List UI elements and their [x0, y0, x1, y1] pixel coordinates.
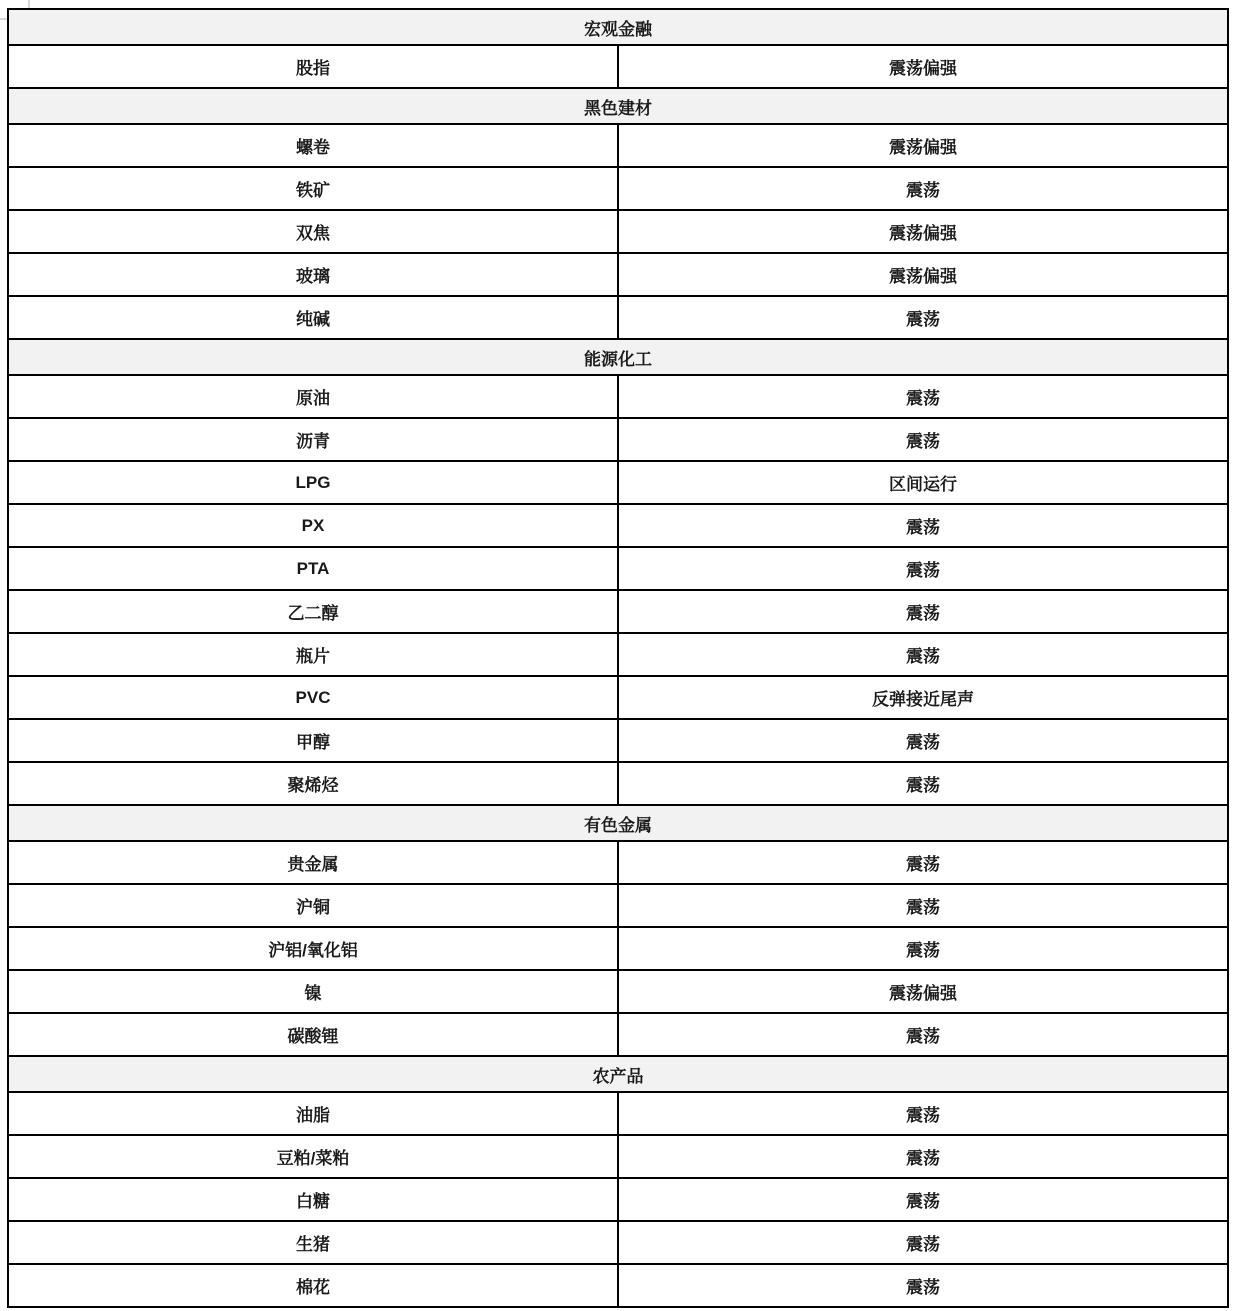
commodity-name-cell: 瓶片 [8, 633, 618, 676]
outlook-view-cell: 震荡 [618, 927, 1228, 970]
table-row [8, 927, 1228, 970]
outlook-view-cell: 震荡 [618, 296, 1228, 339]
commodity-name-cell: 白糖 [8, 1178, 618, 1221]
outlook-view-cell: 震荡 [618, 633, 1228, 676]
table-row [8, 253, 1228, 296]
table-row [8, 461, 1228, 504]
table-row [8, 970, 1228, 1013]
section-header-row [8, 9, 1228, 45]
outlook-view-cell: 震荡 [618, 167, 1228, 210]
table-row [8, 841, 1228, 884]
commodity-name-cell: 沪铝/氧化铝 [8, 927, 618, 970]
table-row [8, 167, 1228, 210]
section-title: 能源化工 [8, 339, 1228, 375]
outlook-view-cell: 震荡 [618, 418, 1228, 461]
commodity-name-cell: 铁矿 [8, 167, 618, 210]
commodity-name-cell: 贵金属 [8, 841, 618, 884]
commodity-name-cell: PX [8, 504, 618, 547]
commodity-name-cell: 纯碱 [8, 296, 618, 339]
outlook-view-cell: 震荡 [618, 1013, 1228, 1056]
table-row [8, 1135, 1228, 1178]
section-header-row [8, 1056, 1228, 1092]
outlook-view-cell: 震荡偏强 [618, 253, 1228, 296]
outlook-view-cell: 震荡 [618, 1178, 1228, 1221]
table-row [8, 504, 1228, 547]
commodity-name-cell: 甲醇 [8, 719, 618, 762]
commodity-name-cell: PTA [8, 547, 618, 590]
outlook-view-cell: 震荡 [618, 590, 1228, 633]
outlook-view-cell: 震荡偏强 [618, 124, 1228, 167]
table-row [8, 884, 1228, 927]
section-title: 宏观金融 [8, 9, 1228, 45]
outlook-view-cell: 震荡 [618, 504, 1228, 547]
outlook-view-cell: 区间运行 [618, 461, 1228, 504]
commodity-name-cell: 螺卷 [8, 124, 618, 167]
outlook-view-cell: 震荡 [618, 1092, 1228, 1135]
commodity-name-cell: 玻璃 [8, 253, 618, 296]
table-body [8, 9, 1228, 1307]
commodity-name-cell: 沪铜 [8, 884, 618, 927]
outlook-view-cell: 震荡 [618, 1221, 1228, 1264]
section-header-row [8, 805, 1228, 841]
table-row [8, 1178, 1228, 1221]
commodity-name-cell: 原油 [8, 375, 618, 418]
table-row [8, 296, 1228, 339]
table-row [8, 633, 1228, 676]
commodity-outlook-table [7, 8, 1229, 1308]
commodity-name-cell: 油脂 [8, 1092, 618, 1135]
outlook-view-cell: 震荡偏强 [618, 45, 1228, 88]
commodity-name-cell: 双焦 [8, 210, 618, 253]
table-row [8, 45, 1228, 88]
outlook-view-cell: 震荡偏强 [618, 970, 1228, 1013]
table-row [8, 1221, 1228, 1264]
outlook-view-cell: 震荡 [618, 841, 1228, 884]
section-header-row [8, 339, 1228, 375]
commodity-name-cell: 股指 [8, 45, 618, 88]
outlook-view-cell: 震荡 [618, 762, 1228, 805]
section-title: 黑色建材 [8, 88, 1228, 124]
outlook-view-cell: 震荡 [618, 1135, 1228, 1178]
outlook-view-cell: 震荡偏强 [618, 210, 1228, 253]
table-row [8, 1092, 1228, 1135]
outlook-view-cell: 震荡 [618, 375, 1228, 418]
commodity-name-cell: PVC [8, 676, 618, 719]
commodity-name-cell: 镍 [8, 970, 618, 1013]
table-row [8, 375, 1228, 418]
outlook-view-cell: 震荡 [618, 719, 1228, 762]
commodity-name-cell: LPG [8, 461, 618, 504]
table-row [8, 1013, 1228, 1056]
commodity-name-cell: 碳酸锂 [8, 1013, 618, 1056]
table-row [8, 1264, 1228, 1307]
table-row [8, 762, 1228, 805]
commodity-name-cell: 生猪 [8, 1221, 618, 1264]
outlook-view-cell: 震荡 [618, 884, 1228, 927]
table-row [8, 676, 1228, 719]
outlook-view-cell: 震荡 [618, 1264, 1228, 1307]
commodity-name-cell: 聚烯烃 [8, 762, 618, 805]
section-header-row [8, 88, 1228, 124]
outlook-view-cell: 震荡 [618, 547, 1228, 590]
table-row [8, 590, 1228, 633]
table-row [8, 547, 1228, 590]
section-title: 农产品 [8, 1056, 1228, 1092]
table-row [8, 210, 1228, 253]
table-row [8, 124, 1228, 167]
commodity-name-cell: 乙二醇 [8, 590, 618, 633]
outlook-view-cell: 反弹接近尾声 [618, 676, 1228, 719]
commodity-name-cell: 豆粕/菜粕 [8, 1135, 618, 1178]
table-row [8, 418, 1228, 461]
commodity-name-cell: 沥青 [8, 418, 618, 461]
section-title: 有色金属 [8, 805, 1228, 841]
commodity-name-cell: 棉花 [8, 1264, 618, 1307]
table-row [8, 719, 1228, 762]
